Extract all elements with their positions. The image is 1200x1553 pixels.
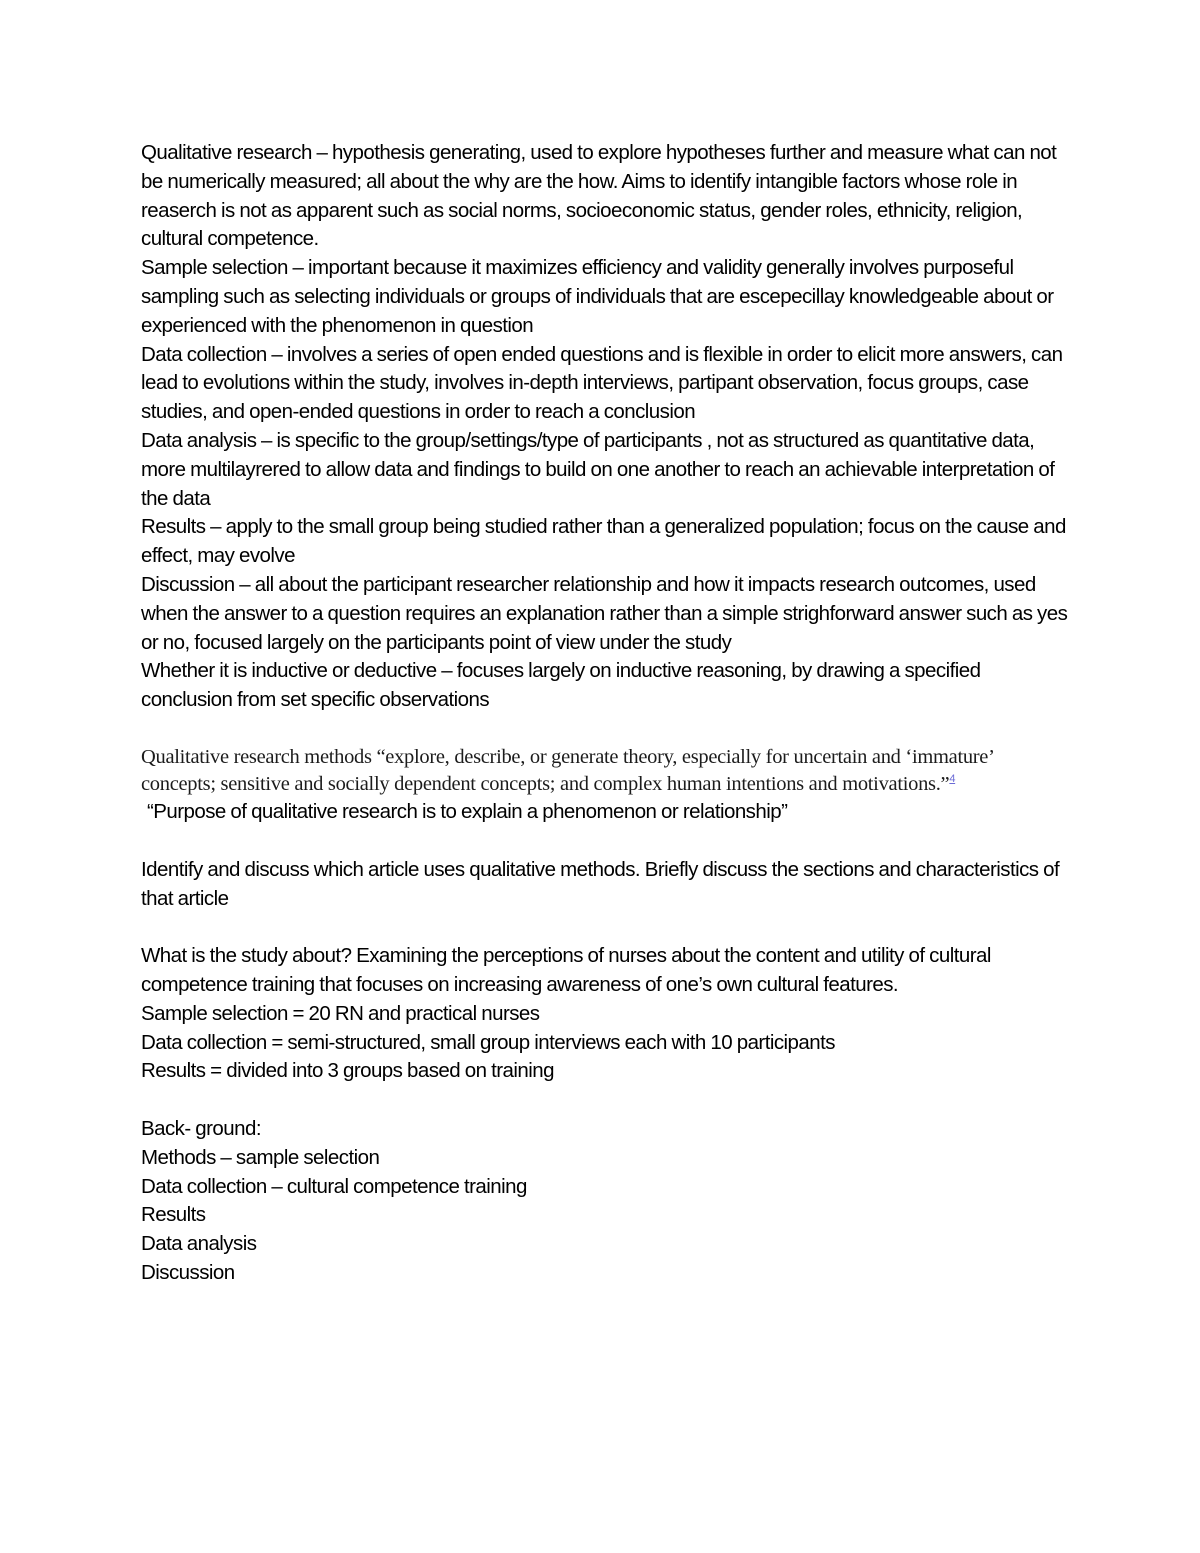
outline-data-analysis: Data analysis bbox=[141, 1232, 257, 1256]
definitions-section bbox=[141, 139, 1071, 715]
purpose-statement: “Purpose of qualitative research is to explain a phenomenon or relationship” bbox=[147, 800, 788, 824]
study-results: Results = divided into 3 groups based on training bbox=[141, 1059, 554, 1083]
definition-qualitative-research: Qualitative research – hypothesis generating, used to explore hypotheses further and measure what can not be numerically measured; all about the why are the how. Aims to identify intangible factors whose role in reaserch is not as apparent such as social norms, socioeconomic status, gender roles, ethnicity, religion, cultural competence. bbox=[141, 141, 1057, 251]
outline-discussion: Discussion bbox=[141, 1260, 235, 1284]
study-summary bbox=[141, 942, 1071, 1086]
document-page bbox=[141, 139, 1071, 1288]
assignment-prompt: Identify and discuss which article uses qualitative methods. Briefly discuss the sections and characteristics of that article bbox=[141, 857, 1060, 910]
spacer bbox=[141, 913, 1071, 942]
spacer bbox=[141, 715, 1071, 744]
definition-inductive-deductive: Whether it is inductive or deductive – focuses largely on inductive reasoning, by drawing a specified conclusion from set specific observations bbox=[141, 659, 981, 712]
definition-data-collection: Data collection – involves a series of open ended questions and is flexible in order to elicit more answers, can lead to evolutions within the study, involves in-depth interviews, partipant observation, focus groups, case studies, and open-ended questions in order to reach a conclusion bbox=[141, 342, 1063, 424]
definition-sample-selection: Sample selection – important because it maximizes efficiency and validity generally involves purposeful sampling such as selecting individuals or groups of individuals that are escepecillay knowledgeable about or experienced with the phenomenon in question bbox=[141, 256, 1054, 337]
definition-data-analysis: Data analysis – is specific to the group/settings/type of participants , not as structured as quantitative data, more multilayrered to allow data and findings to build on one another to reach an achievable interpretation of the data bbox=[141, 428, 1055, 510]
quote-paragraph bbox=[141, 744, 1071, 798]
definition-discussion: Discussion – all about the participant researcher relationship and how it impacts research outcomes, used when the answer to a question requires an explanation rather than a simple strighforward answer such as yes or no, focused largely on the participants point of view under the study bbox=[141, 572, 1068, 654]
article-outline bbox=[141, 1115, 1071, 1288]
outline-data-collection: Data collection – cultural competence training bbox=[141, 1174, 527, 1198]
outline-results: Results bbox=[141, 1203, 206, 1227]
spacer bbox=[141, 827, 1071, 856]
study-data-collection: Data collection = semi-structured, small group interviews each with 10 participants bbox=[141, 1030, 835, 1054]
outline-background: Back- ground: bbox=[141, 1116, 261, 1140]
spacer bbox=[141, 1086, 1071, 1115]
study-about: What is the study about? Examining the perceptions of nurses about the content and utility of cultural competence training that focuses on increasing awareness of one’s own cultural features. bbox=[141, 944, 991, 996]
footnote-link[interactable]: 4 bbox=[949, 773, 956, 786]
quote-text: Qualitative research methods “explore, describe, or generate theory, especially for uncertain and ‘immature’ concepts; sensitive and socially dependent concepts; and complex human intentions and motivations.” bbox=[141, 745, 994, 795]
outline-methods: Methods – sample selection bbox=[141, 1145, 380, 1169]
definition-results: Results – apply to the small group being studied rather than a generalized population; focus on the cause and effect, may evolve bbox=[141, 515, 1066, 568]
study-sample-selection: Sample selection = 20 RN and practical nurses bbox=[141, 1001, 540, 1025]
